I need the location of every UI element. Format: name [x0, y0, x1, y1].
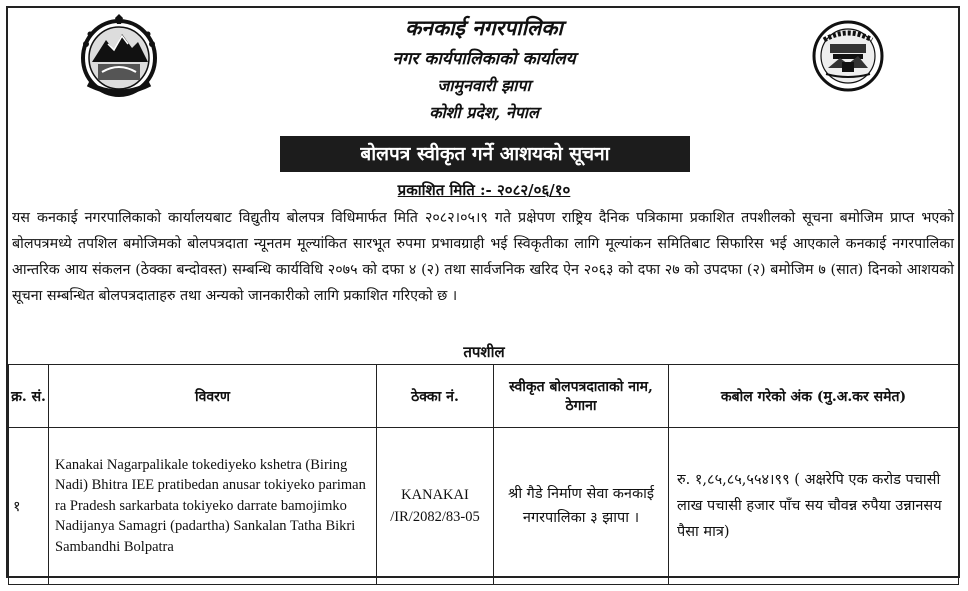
table-row: [9, 428, 959, 585]
published-date-text: प्रकाशित मिति :- २०८२/०६/१०: [397, 181, 571, 199]
municipality-name: कनकाई नगरपालिका: [405, 15, 563, 40]
published-date: [0, 180, 968, 200]
notice-title: बोलपत्र स्वीकृत गर्ने आशयको सूचना: [280, 136, 690, 172]
header-description: विवरण: [49, 365, 377, 428]
office-name: नगर कार्यपालिकाको कार्यालय: [392, 49, 576, 69]
office-address: जामुनवारी झापा: [437, 76, 531, 95]
row-amount: रु. १,८५,८५,५५४।९९ ( अक्षरेपि एक करोड पचासी लाख पचासी हजार पाँच सय चौवन्न रुपैया उन्नानसय पैसा मात्र): [669, 428, 959, 585]
row-sn: १: [9, 428, 49, 585]
row-description: Kanakai Nagarpalikale tokediyeko kshetra (Biring Nadi) Bhitra IEE pratibedan anusar tokiyeko pariman ra Pradesh sarkarbata tokiyeko darrate bamojimko Nadijanya Samagri (padartha) Sankalan Tatha Bikri Sambandhi Bolpatra: [49, 428, 377, 585]
header-amount: कबोल गरेको अंक (मु.अ.कर समेत): [669, 365, 959, 428]
row-contract-no: KANAKAI /IR/2082/83-05: [377, 428, 494, 585]
row-bidder: श्री गैडे निर्माण सेवा कनकाई नगरपालिका ३ झापा ।: [494, 428, 669, 585]
details-table: [8, 364, 959, 585]
header-bidder: स्वीकृत बोलपत्रदाताको नाम, ठेगाना: [494, 365, 669, 428]
header-contract-no: ठेक्का नं.: [377, 365, 494, 428]
table-title: तपशील: [463, 343, 505, 361]
notice-body: यस कनकाई नगरपालिकाको कार्यालयबाट विद्युतीय बोलपत्र विधिमार्फत मिति २०८२।०५।९ गते प्रक्षेपण राष्ट्रिय दैनिक पत्रिकामा प्रकाशित तपशीलको सूचना बमोजिम प्राप्त भएको बोलपत्रमध्ये तपशिल बमोजिमको बोलपत्रदाता न्यूनतम मूल्यांकित सारभूत रुपमा प्रभावग्राही भई स्विकृतीका लागि मूल्यांकन समितिबाट सिफारिस भई आएकाले कनकाई नगरपालिका आन्तरिक आय संकलन (ठेक्का बन्दोवस्त) सम्बन्धि कार्यविधि २०७५ को दफा ४ (२) तथा सार्वजनिक खरिद ऐन २०६३ को दफा २७ को उपदफा (२) बमोजिम ७ (सात) दिनको आशयको सूचना सम्बन्धित बोलपत्रदाताहरु तथा अन्यको जानकारीको लागि प्रकाशित गरिएको छ ।: [12, 210, 954, 304]
province-name: कोशी प्रदेश, नेपाल: [429, 103, 539, 122]
header-sn: क्र. सं.: [9, 365, 49, 428]
table-header-row: [9, 365, 959, 428]
